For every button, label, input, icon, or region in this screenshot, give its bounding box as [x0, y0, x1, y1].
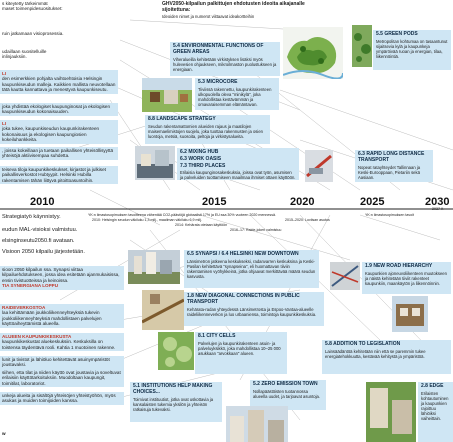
edge-graphic [366, 382, 416, 442]
rapid-transport-image [305, 150, 333, 182]
bottom-left-1-heading: TIA SYNERGIANA LOPPU [2, 283, 59, 289]
bottom-left-4-body: lunit ja tivistot ja lähiöluo kehitettävät asuinympäristöt joustavaksi. [2, 357, 110, 368]
legislation-image [392, 296, 428, 332]
left-block-1-heading: LI [2, 71, 7, 76]
rapid-transport-graphic [305, 150, 333, 182]
timeline-note-2: 2010: Helsingin seudun väkiluku 1,3 milj., maailman väkiluku 6,9 milj. [92, 218, 202, 222]
card-1-9-road-hierarchy[interactable] [362, 262, 451, 294]
event-strategy-start: Strategiatyö käynnistyy. [2, 214, 61, 220]
year-2015: 2015 [202, 196, 227, 208]
card-1-8-title: 1.8 NEW DIAGONAL CONNECTIONS IN PUBLIC TRANSPORT [187, 293, 300, 305]
road-hierarchy-graphic [330, 262, 360, 290]
left-block-4-body: , joissa kokeillaan ja tuetaan paikallisen yhteisöllisyyttä yhteisöjä aktiivisempaa suhdetta. [2, 148, 114, 159]
card-2-8-edge[interactable] [418, 382, 453, 442]
left-block-3 [0, 120, 118, 144]
card-5-4-body: Viheralueilla kehitetään virkistyksen lisäksi myös hulevesien ohjaukseen, mikroilmaston puolustukseen ja energiaan. [173, 56, 277, 72]
card-5-5-body: Metropolitan kohtumaa on tasaantunut sijaitsevia kylä ja kaupunkeja ympäröivää ruoan ja energian, tilaa, liikennöintiä. [376, 38, 448, 59]
left-block-1-body: den esimerkkien pohjalta vaihtoehtoisia Helsingin kaupunkiseudun malleja. Kaikkien mallista neuvotellaan tätä kautta kannattava ja menestyvä kaupunkiseutu. [2, 76, 116, 93]
card-6-3-title: 6.3 WORK OASIS [180, 155, 222, 162]
intro-text [0, 0, 125, 13]
card-1-8-body: Kehärata-radan yhteydessä Länsimetrosta ja Espoo-Vantaa-alueelle raideliikenneverkon ja luo urbaaniensa, toimintoja kaupunkikeskuksia. [187, 306, 317, 317]
card-5-2-body: Nollapäästöisten tuotannossa alueella uudet, ja tarjoavat asuntoja. [253, 388, 321, 399]
year-2030: 2030 [425, 196, 450, 208]
card-6-3r-title: 6.3 RAPID LONG DISTANCE TRANSPORT [358, 151, 425, 163]
card-5-8-body: Lainsäädäntöä kehitetään niin että se paremmin tukee energiatehokkuutta, kestävää kehitystä ja ympäristöä. [325, 348, 426, 359]
synapsi-image [128, 250, 180, 284]
bottom-left-3-body: kaupunkikeskustat aluekeskuksiin. Keskuksilla on toistensa täydentävä rooli. Kahtia 1 muotoinen rakenne. [2, 339, 116, 350]
bottom-left-block-1 [0, 266, 124, 290]
intro-line-1: s kiteytetty tärkeimmät [2, 1, 48, 6]
card-5-4-green-areas[interactable] [170, 42, 280, 76]
region-map-image [283, 27, 343, 79]
legislation-graphic [392, 296, 428, 332]
card-8-1-city-cells[interactable] [195, 332, 287, 374]
card-8-8-body: Seudun rakentamattomien alueiden rajaus ja maatilojen maisemaelimistojen suojelu, joka tuottaa rakennusten ja osien luontoja, metsiä, suosoita, peltoja ja virkistysalueita. [148, 123, 263, 139]
card-6-3r-body: Nopeat ratayhteydet Tallinnaan ja Keski-Eurooppaan, Pietariin sekä Aasiaan. [358, 164, 421, 180]
bottom-left-block-4 [0, 356, 124, 369]
city-cells-graphic [158, 332, 194, 370]
year-2025: 2025 [360, 196, 385, 208]
bottom-left-block-6 [0, 392, 124, 405]
green-pods-graphic [352, 25, 372, 67]
card-5-2-title: 5.2 ZERO EMISSION TOWN [253, 381, 318, 387]
bottom-left-6-body: unkeja alueita ja sisältöjä yhteisöjen yhteistyöhön, myös asukas ja muiden toimijoiden kanssa. [2, 393, 116, 404]
edge-image [366, 382, 416, 442]
intro-line-4-5 [0, 48, 120, 61]
card-1-8-diagonal[interactable] [184, 292, 324, 326]
diagonal-graphic [142, 290, 184, 330]
card-6-2-mixing-hub[interactable] [177, 148, 299, 180]
card-5-1-title: 5.1 INSTITUTIONS HELP MAKING CHOICES... [133, 383, 213, 395]
card-8-1-body: Palvelujen ja kaupunkirakenteen asuin- ja palveluyksikkö, joka mahdollistaa 10–25 000 asukkaan "arvokkaan" alueen. [198, 340, 281, 356]
bottom-left-5-body: siihen, etta tilat ja niiden käyttö ovat joustavia ja soveltuvat erilaisiin käyttötarkoituksiin. Muodoltaan kaupungit, toimitilat, laboratoriot. [2, 370, 121, 386]
mixing-hub-graphic [135, 146, 175, 180]
timeline-note-4: 2014: Kehärata otetaan käyttöön [175, 223, 228, 227]
card-5-3-title: 5.3 MICROCORE [198, 79, 238, 85]
left-block-3-body: joka tukee, kaupunkiseudun kaupunkirakenteen kokonaisuus ja ekologisen kaupungiosien kokeiluhankkeita. [2, 126, 100, 143]
ghv-header [162, 1, 327, 19]
timeline-note-6: YK:n ilmastosopimuksen tavoit [365, 213, 414, 217]
zero-emission-image [226, 406, 288, 442]
card-5-1-institutions[interactable] [130, 382, 222, 422]
map-graphic [283, 27, 343, 79]
card-6-2-body: Erilaisia kaupunginosakeskuksia, joissa ovat työn, asumisen ja palveluiden tuottamiseen maailmaa ihmiset ottaen käyttöön. [180, 170, 296, 180]
card-8-8-landscape[interactable] [145, 115, 270, 144]
intro-line-5: inlinjauksiin. [2, 54, 27, 60]
bottom-left-footer: w [2, 431, 6, 436]
intro-line-2: maset toimenpidesuositukset: [2, 6, 63, 12]
diagonal-image [142, 290, 184, 330]
card-2-8-title: 2.8 EDGE [421, 383, 444, 389]
card-6-5-title: 6.5 SYNAPSI / 6.4 HELSINKI NEW DOWNTOWN [187, 251, 299, 257]
timeline-note-7: 2037 K [432, 207, 444, 211]
bottom-left-3-heading: ALUEEN KAUPUNKIKESKUSTA [2, 334, 72, 339]
left-block-3-heading: LI [2, 121, 7, 126]
left-block-2-body: joka yhdistää ekologiset kaupunginosat ja ekologisen kaupunkiseudun kokonaisuuden. [2, 104, 111, 115]
card-2-8-body: Erilaisten kohtautuminen ja kaupunkien rajoittuu lähiöiksi vaiheittain. [421, 390, 449, 421]
synapsi-graphic [128, 250, 180, 284]
microcore-image [142, 78, 192, 112]
event-mal-vision: eudun MAL-visioksi valmistuu. [2, 227, 78, 233]
card-5-3-microcore[interactable] [195, 78, 279, 110]
city-cells-image [158, 332, 194, 370]
card-5-3-body: Tiiviissä rakennettu, kaupunkirakenteen ulkopuolella oleva "minikylä", joka mahdollistaa kestävämmän ja omavaraisemman elämäntavan. [198, 86, 272, 107]
card-6-3-rapid-transport[interactable] [355, 150, 433, 182]
bottom-left-1-line-1: sioon 2050 kilpailun [2, 267, 43, 272]
event-website-open: elsinginseutu2050.fi avataan. [2, 238, 75, 244]
intro-line-3: ruin jatkamaan visioprosessia. [2, 31, 64, 36]
card-6-5-synapsi[interactable] [184, 250, 319, 288]
left-block-1 [0, 70, 118, 94]
card-5-5-green-pods[interactable] [373, 30, 451, 70]
year-2010: 2010 [30, 196, 55, 208]
event-competition: Visioon 2050 kilpailu järjestetään. [2, 249, 85, 255]
card-5-8-title: 5.8 ADDITION TO LEGISLATION [325, 341, 401, 347]
green-pods-image [352, 25, 372, 67]
timeline-note-3: 2015–2020: Loviisan asutus [285, 218, 330, 222]
mixing-hub-image [135, 146, 175, 180]
card-5-1-body: Toimivat instituutiot, jotka ovat uskottavia ja kansalaisten tukemia yksilön ja yhteisön ratkaisuja tukevaksi. [133, 396, 214, 412]
zero-emission-graphic [226, 406, 288, 442]
timeline-note-1: YK:n ilmastosopimuksen tavoitteena vähentää CO2-päästöjä globaalisti 17% ja EU:ssa 30% vuoteen 2020 mennessä. [88, 213, 276, 217]
left-block-5 [0, 166, 118, 184]
year-2020: 2020 [290, 196, 315, 208]
timeline-note-5: 2016–17: Raide-jokeri valmistuu [230, 228, 282, 232]
card-6-5-body: Länsimetron jatkeena keskukseksi, radanvarren keskuksina ja Keski-Pasilan kehitettävä "synapseina", eli huomattavan tiiviin rakentamisen vyöhykkeinä, jotka ohjaavat merkittävää määrä seudun kasvusta. [187, 258, 316, 279]
bottom-left-2-heading: RAIDEVERKOSTOA [2, 305, 46, 310]
ghv-subtitle: Ideoiden nimet ja numerot viittaavat ideakortteihin [162, 13, 255, 19]
road-hierarchy-image [330, 262, 360, 290]
card-5-8-legislation[interactable] [322, 340, 451, 374]
card-1-9-body: Kaupunkien ajoneuvoliikenteen muutokseen ja näistä kehitetään tiiviit rakenteet kaupunkiin, maankäytön ja liikennöinnin. [365, 270, 447, 286]
card-5-5-title: 5.5 GREEN PODS [376, 31, 418, 37]
card-7-3-title: 7.3 THIRD PLACES [180, 162, 226, 169]
bottom-left-block-5 [0, 369, 124, 387]
bottom-left-block-3 [0, 333, 124, 351]
card-6-2-title: 6.2 MIXING HUB [180, 149, 219, 155]
bottom-left-block-2 [0, 304, 124, 328]
intro-line-4: udaillaan suositelluille [2, 49, 47, 54]
left-block-4 [0, 147, 118, 160]
microcore-graphic [142, 78, 192, 112]
left-block-2 [0, 103, 118, 116]
left-block-5-body: teiseva tiloja kaupunkikeskukset, kirjastot ja julkiset paikallisverkostot Hubtyypit. Helsinki Hubilla rakentamisen tähän liittyvä pitoittoasuntoihin. [2, 167, 106, 183]
card-5-4-title: 5.4 ENVIRONMENTAL FUNCTIONS OF GREEN AREAS [173, 43, 264, 55]
timeline-axis [0, 196, 453, 212]
bottom-left-1-line-2: ssa. Synapsi viittaa kilpailuehdotukseen, jossa idea esitetään ajanmukaisissa, ensin tivistuotteissa ja keinoissa. [2, 267, 120, 283]
card-8-1-title: 8.1 CITY CELLS [198, 333, 236, 339]
card-1-9-title: 1.9 NEW ROAD HIERARCHY [365, 263, 433, 269]
ghv-title: GHV2050-kilpailun palkittujen ehdotusten ideoita aikajanalle sijoitettuna: [162, 1, 305, 14]
bottom-left-2-body: laa kehittämään joukkoliikenneyhteyksiä tukevin joukkoliikenneyhteyksiä mahdollistaen palvelujen käyttöaiheyttämistä alueella. [2, 310, 102, 327]
card-8-8-title: 8.8 LANDSCAPE STRATEGY [148, 116, 216, 122]
